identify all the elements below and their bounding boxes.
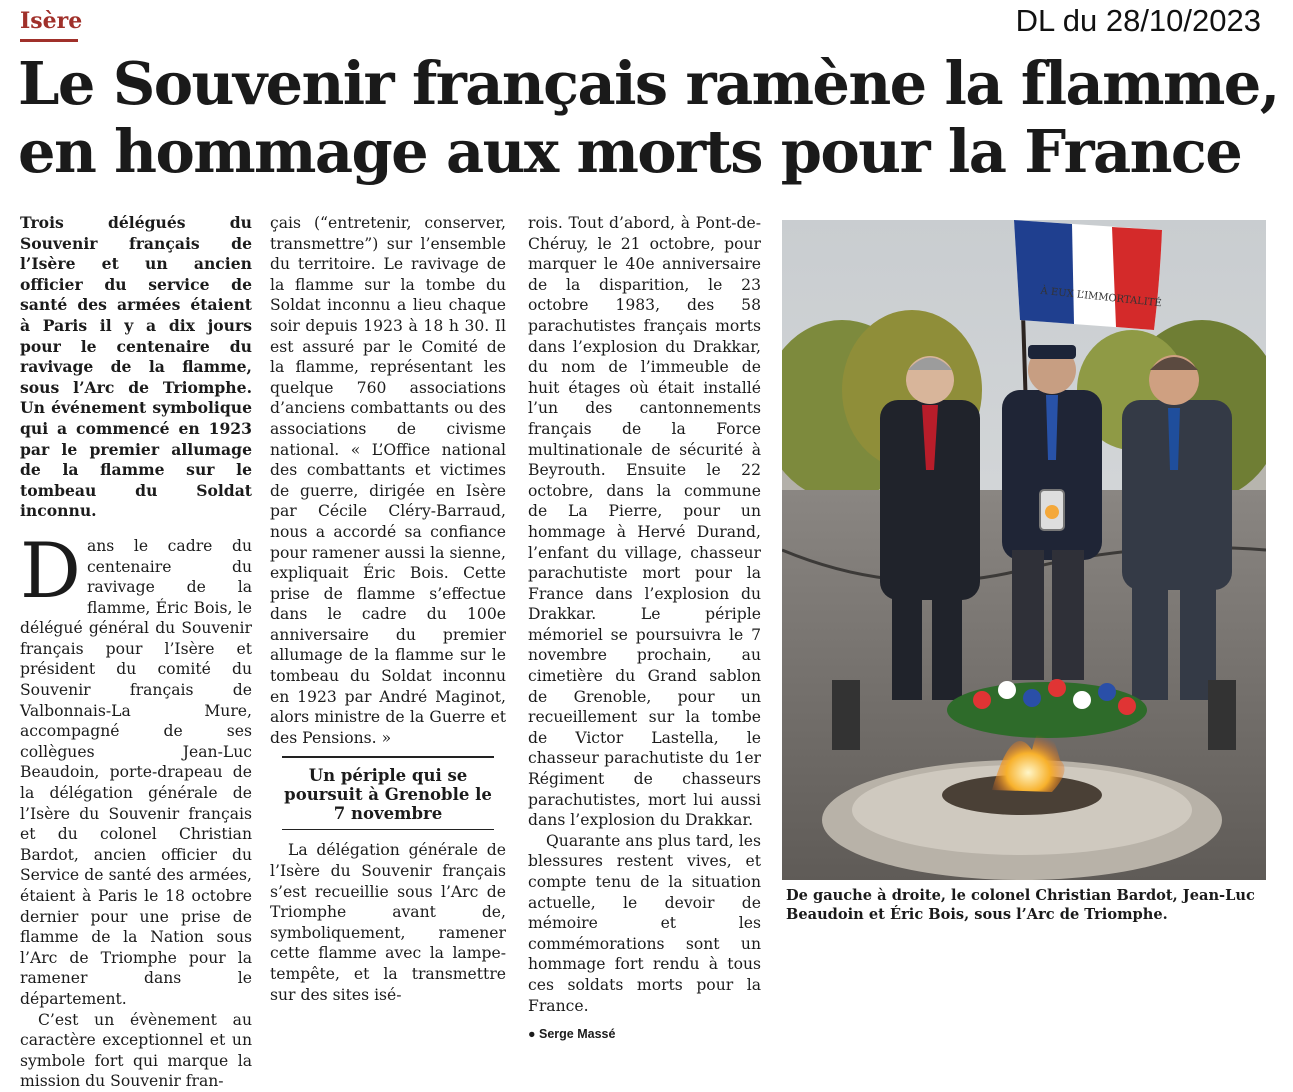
article-column-3 — [528, 213, 761, 1045]
section-rubric: Isère — [20, 8, 83, 34]
article-column-2 — [270, 213, 506, 1005]
third-paragraph-start: La délégation générale de l’Isère du Souvenir français s’est recueillie sous l’Arc de Triomphe avant de, symboliquement, ramener cette flamme avec la lampe-tempête, et la transmettre sur des sites isé- — [270, 841, 506, 1004]
intertitle: Un périple qui se poursuit à Grenoble le 7 novembre — [282, 756, 494, 830]
storm-lantern — [1040, 490, 1064, 530]
flag-blue — [1014, 220, 1074, 324]
drop-cap: D — [20, 525, 81, 615]
post-left — [832, 680, 860, 750]
first-paragraph-text: ans le cadre du centenaire du ravivage de la flamme, Éric Bois, le délégué général du Souvenir français pour l’Isère et président du comité du Souvenir français de Valbonnais-La Mure, accompagné de ses collègues Jean-Luc Beaudoin, porte-drapeau de la délégation générale de l’Isère du Souvenir français et du colonel Christian Bardot, ancien officier du Service de santé des armées, étaient à Paris le 18 octobre dernier pour une prise de flamme de la Nation sous l’Arc de Triomphe pour la ramener dans le département. — [20, 536, 252, 1008]
article-column-1 — [20, 213, 252, 1092]
photo-caption: De gauche à droite, le colonel Christian Bardot, Jean-Luc Beaudoin et Éric Bois, sous l’Arc de Triomphe. — [786, 887, 1255, 923]
article-lead: Trois délégués du Souvenir français de l’Isère et un ancien officier du service de santé des armées étaient à Paris il y a dix jours pour le centenaire du ravivage de la flamme, sous l’Arc de Triomphe. Un événement symbolique qui a commencé en 1923 par le premier allumage de la flamme sur le tombeau du Soldat inconnu. — [20, 213, 252, 521]
flag-motto: À EUX L’IMMORTALITÉ — [1039, 285, 1163, 310]
author-byline: ● Serge Massé — [528, 1027, 616, 1042]
photo-illustration — [782, 220, 1266, 880]
third-paragraph-end: rois. Tout d’abord, à Pont-de-Chéruy, le 21 octobre, pour marquer le 40e anniversaire de la disparition, le 23 octobre 1983, des 58 parachutistes français morts dans l’explosion du Drakkar, du nom de l’immeuble de huit étages où était installé l’un des cantonnements français de la Force multinationale de sécurité à Beyrouth. Ensuite le 22 octobre, dans la commune de La Pierre, pour un hommage à Hervé Durand, l’enfant du village, chasseur parachutiste mort pour la France dans l’explosion du Drakkar. Le périple mémoriel se poursuivra le 7 novembre prochain, au cimetière du Grand sablon de Grenoble, pour un recueillement sur la tombe de Victor Lastella, le chasseur parachutiste du 1er Régiment de chasseurs parachutistes, mort lui aussi dans l’explosion du Drakkar. — [528, 214, 761, 830]
headline-line-2: en hommage aux morts pour la France — [18, 117, 1242, 186]
second-paragraph-end: çais (“entretenir, conserver, transmettre”) sur l’ensemble du territoire. Le ravivage de la flamme sur la tombe du Soldat inconnu a lieu chaque soir depuis 1923 à 18 h 30. Il est assuré par le Comité de la flamme, représentant les quelque 760 associations d’anciens combattants ou des associations de civisme national. « L’Office national des combattants et victimes de guerre, dirigée en Isère par Cécile Cléry-Barraud, nous a accordé sa confiance pour ramener aussi la sienne, expliquait Éric Bois. Cette prise de flamme s’effectue dans le cadre du 100e anniversaire du premier allumage de la flamme sur le tombeau du Soldat inconnu en 1923 par André Maginot, alors ministre de la Guerre et des Pensions. » — [270, 214, 506, 747]
headline-line-1: Le Souvenir français ramène la flamme, — [18, 49, 1279, 118]
second-paragraph-start: C’est un évènement au caractère exceptionnel et un symbole fort qui marque la mission du Souvenir fran- — [20, 1010, 252, 1091]
publication-date: DL du 28/10/2023 — [1015, 3, 1261, 38]
article-headline — [18, 50, 1283, 186]
first-paragraph — [20, 525, 252, 1010]
article-photo — [782, 220, 1266, 880]
closing-paragraph: Quarante ans plus tard, les blessures restent vives, et compte tenu de la situation actuelle, le devoir de mémoire et les commémorations sont un hommage fort rendu à tous ces soldats morts pour la France. — [528, 831, 761, 1015]
flag-red — [1112, 227, 1162, 330]
post-right — [1208, 680, 1236, 750]
